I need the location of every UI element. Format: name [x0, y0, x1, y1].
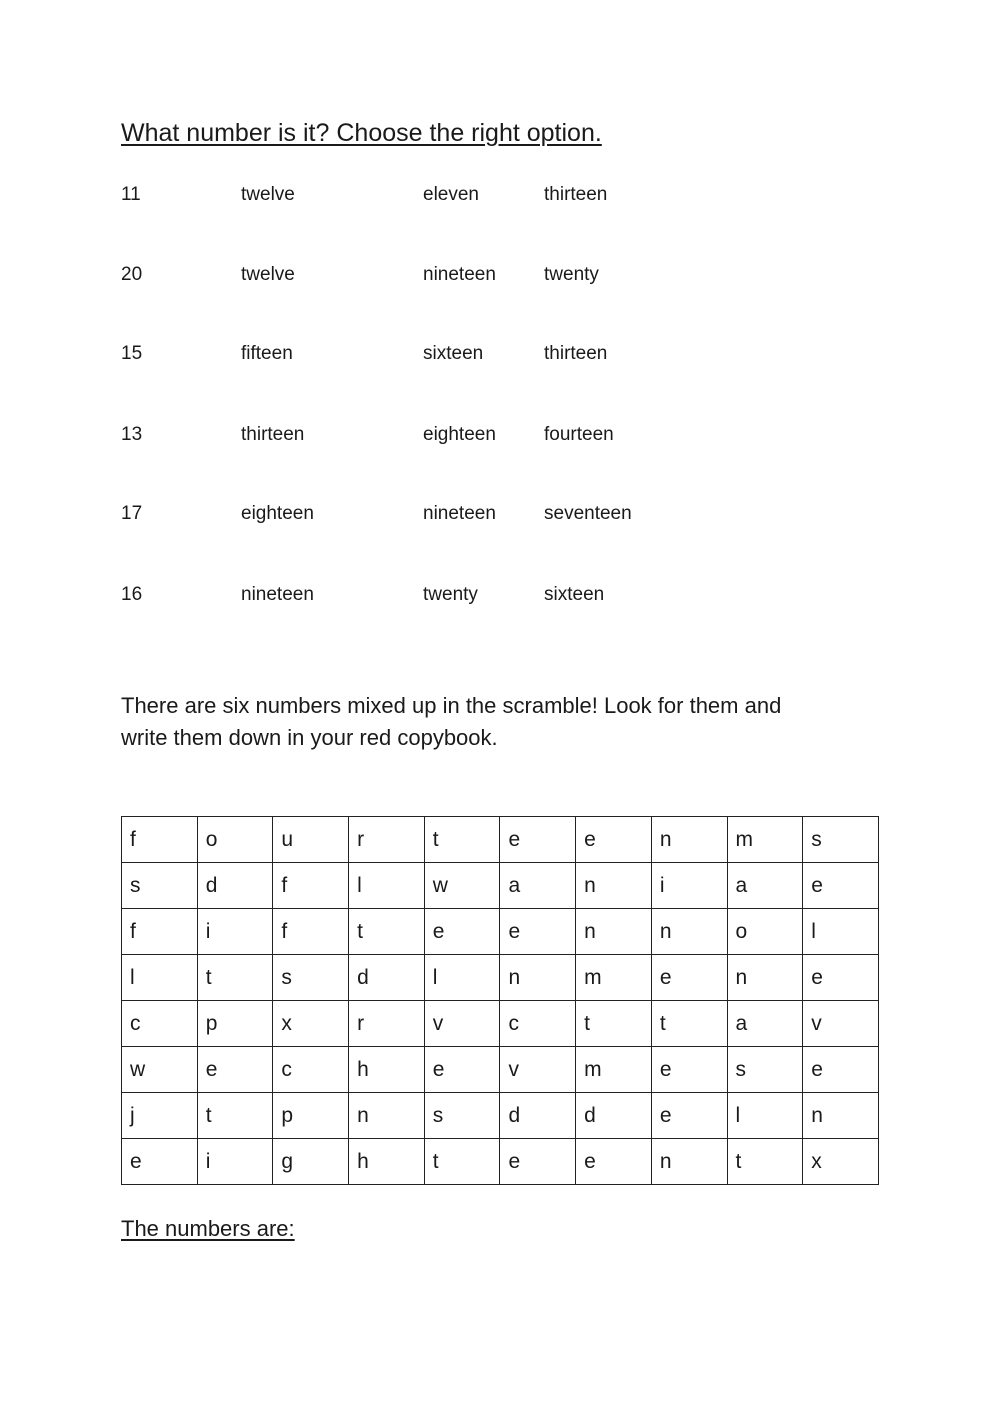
grid-cell: r	[349, 1001, 425, 1047]
grid-row	[122, 955, 879, 1001]
quiz-option[interactable]: eighteen	[241, 503, 314, 524]
grid-cell: v	[500, 1047, 576, 1093]
grid-cell: m	[727, 817, 803, 863]
grid-cell: t	[727, 1139, 803, 1185]
grid-cell: l	[803, 909, 879, 955]
grid-row	[122, 909, 879, 955]
grid-cell: d	[500, 1093, 576, 1139]
grid-cell: x	[273, 1001, 349, 1047]
grid-cell: e	[803, 955, 879, 1001]
grid-cell: n	[727, 955, 803, 1001]
grid-cell: p	[273, 1093, 349, 1139]
quiz-option[interactable]: sixteen	[544, 584, 605, 605]
grid-cell: g	[273, 1139, 349, 1185]
grid-cell: e	[651, 1047, 727, 1093]
quiz-row	[121, 503, 821, 527]
quiz-option[interactable]: fifteen	[241, 343, 293, 364]
grid-cell: e	[424, 1047, 500, 1093]
grid-cell: e	[197, 1047, 273, 1093]
grid-row	[122, 817, 879, 863]
quiz-option[interactable]: eighteen	[423, 424, 496, 445]
grid-cell: h	[349, 1139, 425, 1185]
quiz-number: 15	[121, 343, 143, 364]
grid-cell: u	[273, 817, 349, 863]
quiz-number: 13	[121, 424, 143, 445]
quiz-row	[121, 264, 821, 288]
grid-cell: e	[803, 863, 879, 909]
grid-cell: n	[349, 1093, 425, 1139]
grid-cell: e	[651, 955, 727, 1001]
grid-cell: t	[424, 817, 500, 863]
quiz-number: 16	[121, 584, 143, 605]
quiz-option[interactable]: thirteen	[241, 424, 305, 445]
grid-cell: v	[803, 1001, 879, 1047]
grid-cell: e	[500, 1139, 576, 1185]
grid-row	[122, 1001, 879, 1047]
answer-label: The numbers are:	[121, 1216, 295, 1241]
quiz-option[interactable]: nineteen	[241, 584, 314, 605]
grid-cell: j	[122, 1093, 198, 1139]
grid-cell: l	[727, 1093, 803, 1139]
grid-cell: n	[651, 817, 727, 863]
grid-cell: l	[122, 955, 198, 1001]
grid-cell: n	[803, 1093, 879, 1139]
grid-row	[122, 1047, 879, 1093]
quiz-number: 20	[121, 264, 143, 285]
grid-cell: t	[197, 955, 273, 1001]
grid-cell: n	[651, 909, 727, 955]
grid-cell: c	[122, 1001, 198, 1047]
grid-cell: e	[651, 1093, 727, 1139]
quiz-row	[121, 184, 821, 208]
grid-cell: s	[727, 1047, 803, 1093]
grid-cell: l	[349, 863, 425, 909]
grid-cell: n	[500, 955, 576, 1001]
grid-cell: e	[500, 817, 576, 863]
grid-cell: e	[122, 1139, 198, 1185]
grid-cell: d	[197, 863, 273, 909]
grid-cell: w	[424, 863, 500, 909]
quiz-number: 17	[121, 503, 143, 524]
grid-cell: e	[803, 1047, 879, 1093]
grid-cell: s	[803, 817, 879, 863]
grid-cell: o	[727, 909, 803, 955]
grid-cell: e	[424, 909, 500, 955]
quiz-option[interactable]: sixteen	[423, 343, 484, 364]
grid-cell: d	[349, 955, 425, 1001]
grid-cell: t	[424, 1139, 500, 1185]
grid-cell: a	[727, 1001, 803, 1047]
grid-cell: t	[349, 909, 425, 955]
quiz-option[interactable]: seventeen	[544, 503, 632, 524]
grid-cell: f	[122, 817, 198, 863]
grid-cell: e	[500, 909, 576, 955]
grid-cell: x	[803, 1139, 879, 1185]
grid-cell: w	[122, 1047, 198, 1093]
grid-cell: d	[576, 1093, 652, 1139]
quiz-option[interactable]: eleven	[423, 184, 479, 205]
grid-cell: c	[273, 1047, 349, 1093]
grid-row	[122, 1093, 879, 1139]
grid-cell: a	[727, 863, 803, 909]
quiz-option[interactable]: fourteen	[544, 424, 614, 445]
grid-cell: s	[273, 955, 349, 1001]
grid-cell: f	[122, 909, 198, 955]
grid-cell: e	[576, 817, 652, 863]
grid-row	[122, 863, 879, 909]
grid-cell: i	[197, 1139, 273, 1185]
page-title: What number is it? Choose the right option.	[121, 119, 602, 147]
quiz-option[interactable]: twenty	[423, 584, 478, 605]
quiz-option[interactable]: thirteen	[544, 343, 608, 364]
scramble-instructions	[121, 690, 861, 754]
grid-cell: t	[197, 1093, 273, 1139]
grid-cell: c	[500, 1001, 576, 1047]
grid-cell: p	[197, 1001, 273, 1047]
grid-cell: h	[349, 1047, 425, 1093]
grid-cell: l	[424, 955, 500, 1001]
grid-cell: n	[576, 863, 652, 909]
grid-cell: f	[273, 863, 349, 909]
grid-cell: a	[500, 863, 576, 909]
quiz-row	[121, 584, 821, 608]
grid-cell: e	[576, 1139, 652, 1185]
grid-cell: f	[273, 909, 349, 955]
quiz-number: 11	[121, 184, 141, 205]
grid-cell: t	[576, 1001, 652, 1047]
grid-cell: r	[349, 817, 425, 863]
grid-cell: t	[651, 1001, 727, 1047]
quiz-option[interactable]: twelve	[241, 184, 295, 205]
quiz-option[interactable]: twenty	[544, 264, 599, 285]
quiz-option[interactable]: thirteen	[544, 184, 608, 205]
grid-cell: m	[576, 955, 652, 1001]
grid-cell: m	[576, 1047, 652, 1093]
instructions-line-2: write them down in your red copybook.	[121, 725, 498, 750]
grid-cell: v	[424, 1001, 500, 1047]
instructions-line-1: There are six numbers mixed up in the scramble! Look for them and	[121, 693, 782, 718]
quiz-option[interactable]: twelve	[241, 264, 295, 285]
grid-cell: n	[576, 909, 652, 955]
quiz-row	[121, 343, 821, 367]
word-scramble-grid	[121, 816, 879, 1185]
quiz-option[interactable]: nineteen	[423, 264, 496, 285]
quiz-row	[121, 424, 821, 448]
grid-cell: o	[197, 817, 273, 863]
grid-row	[122, 1139, 879, 1185]
grid-cell: s	[122, 863, 198, 909]
grid-cell: s	[424, 1093, 500, 1139]
grid-cell: n	[651, 1139, 727, 1185]
quiz-option[interactable]: nineteen	[423, 503, 496, 524]
grid-cell: i	[651, 863, 727, 909]
grid-cell: i	[197, 909, 273, 955]
